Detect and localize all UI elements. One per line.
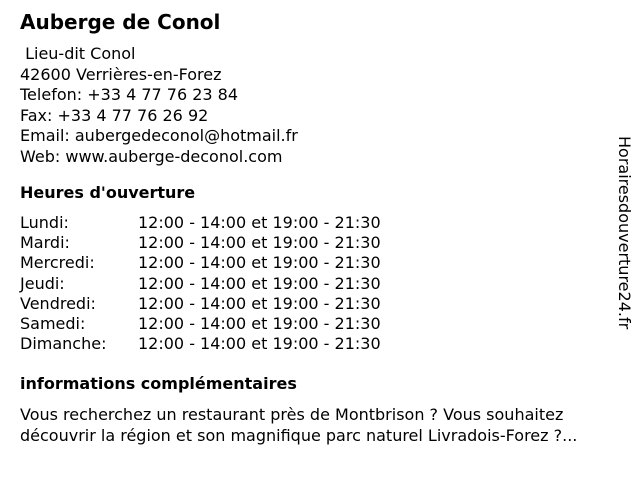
opening-hours-heading: Heures d'ouverture bbox=[20, 183, 196, 202]
watermark bbox=[612, 136, 638, 350]
day-label: Lundi: bbox=[20, 213, 69, 232]
hours-row-friday bbox=[20, 294, 381, 314]
time-range: 12:00 - 14:00 et 19:00 - 21:30 bbox=[138, 273, 381, 293]
address-line-2: 42600 Verrières-en-Forez bbox=[20, 64, 222, 84]
business-name: Auberge de Conol bbox=[20, 10, 221, 34]
day-label: Samedi: bbox=[20, 313, 86, 333]
additional-info-heading: informations complémentaires bbox=[20, 374, 297, 393]
hours-row-wednesday bbox=[20, 253, 381, 273]
day-label: Mercredi: bbox=[20, 253, 95, 273]
description-line-2: découvrir la région et son magnifique parc naturel Livradois-Forez ?... bbox=[20, 426, 578, 445]
day-label: Mardi: bbox=[20, 233, 70, 253]
fax-number: Fax: +33 4 77 76 26 92 bbox=[20, 105, 209, 125]
time-range: 12:00 - 14:00 et 19:00 - 21:30 bbox=[138, 253, 381, 273]
hours-row-saturday bbox=[20, 314, 381, 334]
opening-hours-table bbox=[20, 213, 381, 354]
website-url: Web: www.auberge-deconol.com bbox=[20, 146, 283, 166]
address-line-1: Lieu-dit Conol bbox=[20, 44, 136, 63]
hours-row-sunday bbox=[20, 334, 381, 354]
email-address: Email: aubergedeconol@hotmail.fr bbox=[20, 126, 298, 145]
time-range: 12:00 - 14:00 et 19:00 - 21:30 bbox=[138, 313, 381, 333]
description bbox=[20, 404, 635, 446]
time-range: 12:00 - 14:00 et 19:00 - 21:30 bbox=[138, 293, 381, 313]
day-label: Vendredi: bbox=[20, 293, 96, 313]
phone-number: Telefon: +33 4 77 76 23 84 bbox=[20, 85, 239, 104]
time-range: 12:00 - 14:00 et 19:00 - 21:30 bbox=[138, 213, 381, 232]
time-range: 12:00 - 14:00 et 19:00 - 21:30 bbox=[138, 334, 381, 354]
contact-block bbox=[20, 44, 298, 167]
day-label: Dimanche: bbox=[20, 334, 107, 354]
day-label: Jeudi: bbox=[20, 273, 65, 293]
time-range: 12:00 - 14:00 et 19:00 - 21:30 bbox=[138, 233, 381, 253]
watermark-text: Horairesdouverture24.fr bbox=[615, 136, 634, 330]
description-line-1: Vous recherchez un restaurant près de Montbrison ? Vous souhaitez bbox=[20, 405, 564, 424]
hours-row-tuesday bbox=[20, 233, 381, 253]
hours-row-thursday bbox=[20, 274, 381, 294]
hours-row-monday bbox=[20, 213, 381, 233]
